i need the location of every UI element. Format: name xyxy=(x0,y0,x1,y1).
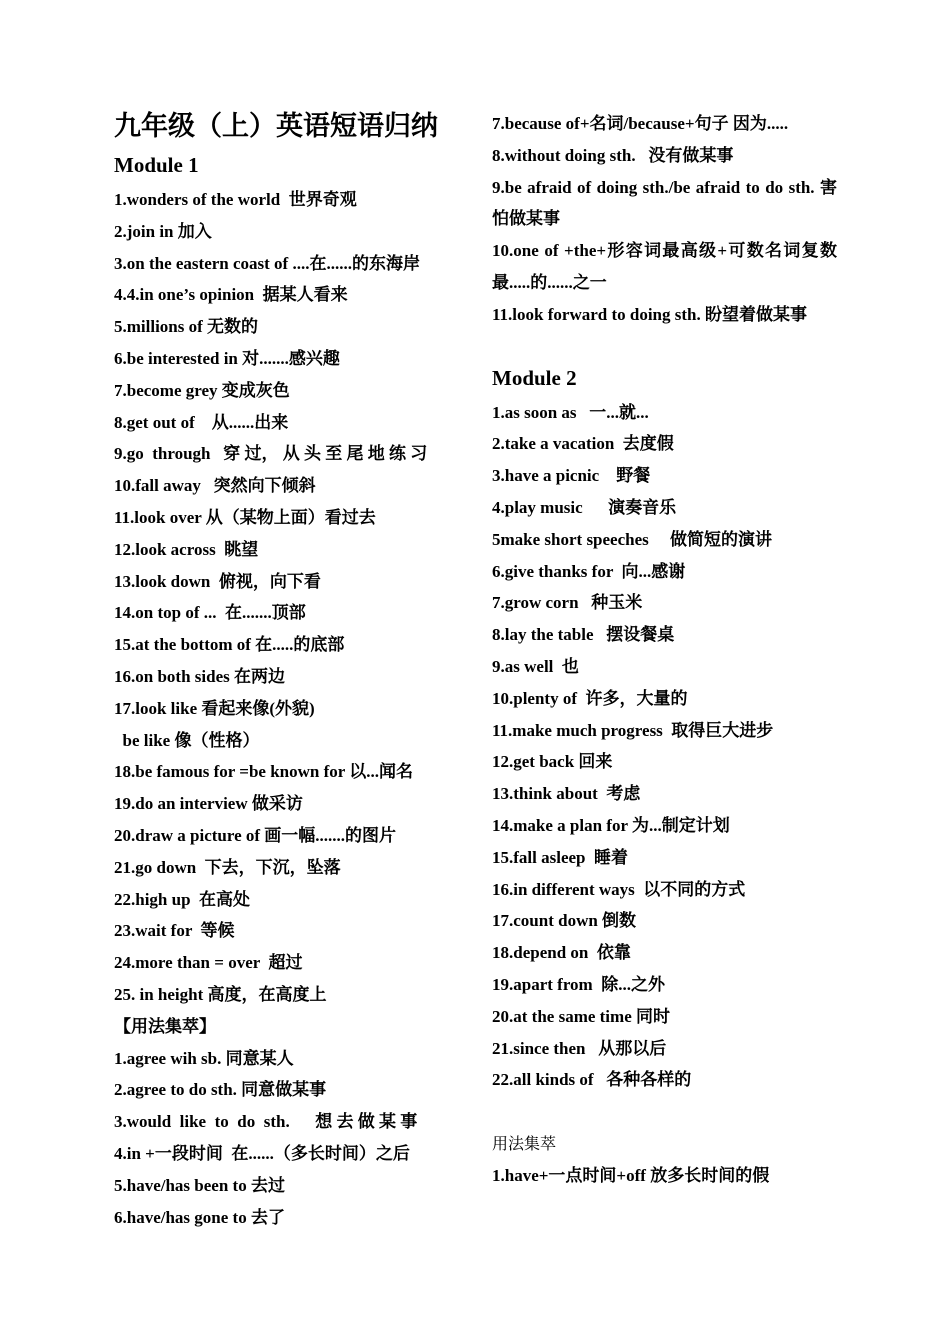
phrase-item: 7.become grey 变成灰色 xyxy=(114,380,290,400)
phrase-item: 6.give thanks for 向...感谢 xyxy=(492,561,686,581)
usage-item: 6.have/has gone to 去了 xyxy=(114,1207,285,1227)
phrase-item: 11.look over 从（某物上面）看过去 xyxy=(114,507,376,527)
phrase-item: 1.wonders of the world 世界奇观 xyxy=(114,190,357,209)
phrase-item: 17.look like 看起来像(外貌) xyxy=(114,698,315,718)
phrase-item: 10.fall away 突然向下倾斜 xyxy=(114,476,316,496)
usage-item: 1.agree wih sb. 同意某人 xyxy=(114,1048,294,1068)
phrase-item: 25. in height 高度，在高度上 xyxy=(114,984,327,1004)
phrase-item: 19.do an interview 做采访 xyxy=(114,794,303,814)
usage-item: 1.have+一点时间+off 放多长时间的假 xyxy=(492,1165,770,1185)
usage-item: 2.agree to do sth. 同意做某事 xyxy=(114,1080,327,1100)
module-2-heading: Module 2 xyxy=(492,365,577,390)
phrase-item: 6.be interested in 对.......感兴趣 xyxy=(114,348,340,368)
usage-item: 5.have/has been to 去过 xyxy=(114,1175,285,1195)
phrase-item: 4.4.in one’s opinion 据某人看来 xyxy=(114,285,348,305)
phrase-item: 13.look down 俯视，向下看 xyxy=(114,571,321,591)
phrase-item: 5make short speeches 做简短的演讲 xyxy=(492,529,773,549)
module-1-heading: Module 1 xyxy=(114,153,199,177)
phrase-item: 20.draw a picture of 画一幅.......的图片 xyxy=(114,825,397,845)
phrase-item: 14.make a plan for 为...制定计划 xyxy=(492,815,730,835)
usage-item: 4.in +一段时间 在......（多长时间）之后 xyxy=(114,1143,410,1163)
phrase-item: 16.on both sides 在两边 xyxy=(114,666,285,686)
left-column xyxy=(114,108,459,1233)
phrase-item: 15.fall asleep 睡着 xyxy=(492,847,628,867)
phrase-item: 24.more than = over 超过 xyxy=(114,953,303,973)
phrase-item: 21.go down 下去，下沉，坠落 xyxy=(114,857,341,877)
phrase-item: 8.get out of 从......出来 xyxy=(114,412,289,432)
phrase-item: 16.in different ways 以不同的方式 xyxy=(492,879,746,899)
phrase-item: 9.go through 穿 过， 从 头 至 尾 地 练 习 xyxy=(114,444,428,464)
usage-heading: 用法集萃 xyxy=(492,1134,557,1154)
phrase-item: 19.apart from 除...之外 xyxy=(492,974,665,994)
phrase-item: 18.be famous for =be known for 以...闻名 xyxy=(114,762,414,782)
spacer xyxy=(492,331,837,363)
phrase-item: 23.wait for 等候 xyxy=(114,921,235,941)
usage-item: 3.would like to do sth. 想 去 做 某 事 xyxy=(114,1112,418,1132)
phrase-item: 22.high up 在高处 xyxy=(114,889,251,909)
phrase-item: 14.on top of ... 在.......顶部 xyxy=(114,603,306,623)
phrase-item: 20.at the same time 同时 xyxy=(492,1006,670,1026)
phrase-item: 22.all kinds of 各种各样的 xyxy=(492,1070,692,1090)
phrase-item: 12.get back 回来 xyxy=(492,752,613,772)
spacer xyxy=(492,1096,837,1128)
phrase-item: be like 像（性格） xyxy=(114,730,260,750)
usage-heading: 【用法集萃】 xyxy=(114,1016,216,1036)
phrase-item: 18.depend on 依靠 xyxy=(492,943,631,963)
right-column xyxy=(492,108,837,1192)
usage-item: 10.one of +the+形容词最高级+可数名词复数 最.....的......之一 xyxy=(492,241,837,292)
phrase-item: 13.think about 考虑 xyxy=(492,784,641,804)
usage-item: 9.be afraid of doing sth./be afraid to do sth. 害怕做某事 xyxy=(492,177,837,229)
phrase-item: 9.as well 也 xyxy=(492,656,579,676)
page-title: 九年级（上）英语短语归纳 xyxy=(114,111,438,142)
phrase-item: 10.plenty of 许多，大量的 xyxy=(492,688,688,708)
phrase-item: 2.join in 加入 xyxy=(114,221,212,241)
usage-item: 7.because of+名词/because+句子 因为..... xyxy=(492,114,789,133)
phrase-item: 17.count down 倒数 xyxy=(492,911,637,931)
phrase-item: 5.millions of 无数的 xyxy=(114,317,259,337)
phrase-item: 3.have a picnic 野餐 xyxy=(492,466,651,486)
phrase-item: 21.since then 从那以后 xyxy=(492,1038,667,1058)
usage-item: 8.without doing sth. 没有做某事 xyxy=(492,145,734,165)
phrase-item: 7.grow corn 种玉米 xyxy=(492,593,643,613)
usage-item: 11.look forward to doing sth. 盼望着做某事 xyxy=(492,304,807,324)
phrase-item: 8.lay the table 摆设餐桌 xyxy=(492,625,675,645)
phrase-item: 1.as soon as 一...就... xyxy=(492,402,649,422)
phrase-item: 12.look across 眺望 xyxy=(114,539,259,559)
phrase-item: 11.make much progress 取得巨大进步 xyxy=(492,720,774,740)
phrase-item: 2.take a vacation 去度假 xyxy=(492,434,674,454)
phrase-item: 4.play music 演奏音乐 xyxy=(492,497,677,517)
phrase-item: 15.at the bottom of 在.....的底部 xyxy=(114,635,345,655)
phrase-item: 3.on the eastern coast of ....在......的东海岸 xyxy=(114,253,420,273)
